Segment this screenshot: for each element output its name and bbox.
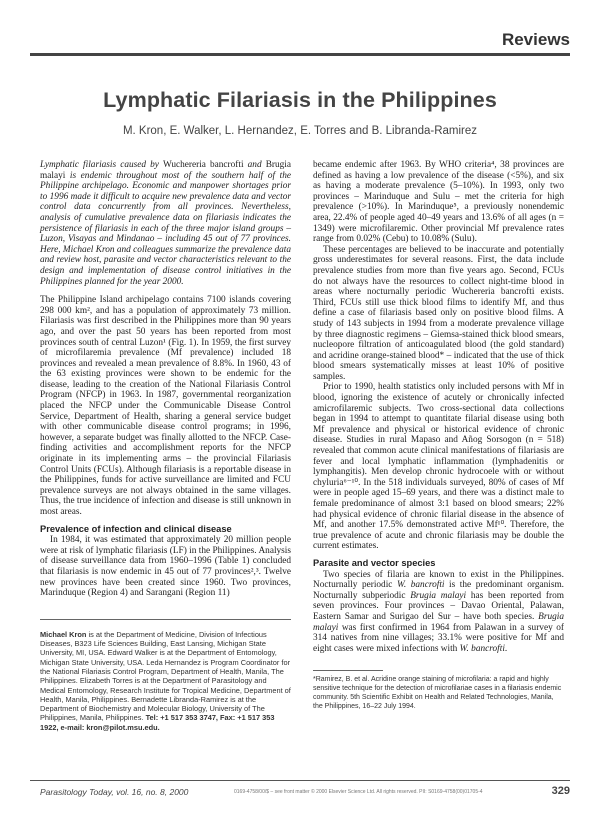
page-number: 329	[551, 785, 570, 797]
species-name: Brugia malayi	[40, 160, 291, 181]
journal-citation: Parasitology Today, vol. 16, no. 8, 2000	[40, 787, 189, 797]
footnote: *Ramirez, B. et al. Acridine orange staining of microfilaria: a rapid and highly sensitive technique for the detection of microfilariae cases in a filariasis endemic community. 5th Scientific Exhibit on Health and Related Technologies, Manila, the Philippines, 16–22 July 1994.	[313, 676, 562, 711]
section-heading: Parasite and vector species	[313, 557, 436, 568]
footnote-rule	[313, 670, 383, 671]
body-paragraph: These percentages are believed to be inaccurate and potentially gross underestimates for several reasons. First, the data include prevalence studies from more than five years ago. Second, FCUs do not always have the resources to collect night-time blood in areas where nocturnally periodic Wuchereria bancrofti exists. Third, FCUs still use thick blood films to identify Mf, and thus define a case of filariasis based only on positive blood films. A study of 143 subjects in 1994 from a moderate prevalence village by three diagnostic regimens – Giemsa-stained thick blood smears, nucleopore filtration of anticoagulated blood (the gold standard) and acridine orange-stained blood* – indicated that the use of thick blood smears systematically misses at least 10% of positive samples.	[313, 244, 564, 382]
body-paragraph: became endemic after 1963. By WHO criteria⁴, 38 provinces are defined as having a low prevalence of the disease (<5%), and six as having a moderate prevalence (5–10%). In 1993, only two provinces – Marinduque and Sulu – met the criteria for high prevalence (>10%). In Marinduque⁵, a previously nonendemic area, 22.4% of people aged 40–49 years and 13.6% of all ages (n = 1349) were microfilaremic. Other provincial Mf prevalence rates range from 0.02% (Cebu) to 10.08% (Sulu).	[313, 160, 564, 245]
left-column	[40, 160, 291, 732]
right-column	[313, 160, 564, 711]
body-paragraph: The Philippine Island archipelago contains 7100 islands covering 298 000 km², and has a population of approximately 73 million. Filariasis was first described in the Philippines more than 90 years ago, and over the past 50 years has been reported from most provinces south of central Luzon¹ (Fig. 1). In 1959, the first survey of microfilaremia prevalence (Mf prevalence) included 18 provinces and revealed a mean prevalence of 8.8%. In 1960, 43 of the 63 existing provinces were shown to be endemic for the disease, leading to the creation of the National Filariasis Control Program (NFCP) in 1963. In 1987, governmental reorganization placed the NFCP under the Communicable Disease Control Service, Department of Health, sharing a general service budget with other communicable disease control programs; in 1996, however, a separate budget was finally allotted to the NFCP. Case-finding activities and accomplishment reports for the NFCP originate in its implementing arms – the provincial Filariasis Control Units (FCUs). Although filariasis is a reportable disease in the Philippines, funds for active surveillance are limited and FCU prevalence surveys are not always obtained in the same villages. Thus, the true incidence of infection and disease is still unknown in most areas.	[40, 295, 291, 517]
footer-rule	[30, 780, 570, 781]
body-paragraph: Prior to 1990, health statistics only included persons with Mf in blood, ignoring the existence of acutely or chronically infected amicrofilaremic subjects. Two cross-sectional data collections began in 1994 to attempt to quantitate filarial disease using both Mf prevalence and physical or historical evidence of chronic disease. Studies in rural Mapaso and Añog Sorsogon (n = 518) revealed that common acute clinical manifestations of filariasis are fever and local lymphatic inflammation (lymphadenitis or lymphangitis). Men develop chronic hydrocoele with or without chyluria⁶⁻¹⁰. In the 518 individuals surveyed, 80% of cases of Mf were in people aged 15–69 years, and there was a distinct male to female predominance of almost 3:1 based on blood smears; 22% had physical evidence of chronic filarial disease in the absence of Mf, and another 17.5% demonstrated active Mf¹⁰. Therefore, the true prevalence of acute and chronic filariasis may be double the current estimates.	[313, 382, 564, 552]
affiliation-rule	[40, 619, 291, 620]
abstract: Lymphatic filariasis caused by Wuchereria bancrofti and Brugia malayi is endemic throughout most of the southern half of the Philippine archipelago. Economic and manpower shortages prior to 1996 made it difficult to acquire new prevalence data and vector control data concurrently from all provinces. Nevertheless, analysis of cumulative prevalence data on filariasis indicates the persistence of filariasis in each of the three major island groups – Luzon, Visayas and Mindanao – including 45 out of 77 provinces. Here, Michael Kron and colleagues summarize the prevalence data and review host, parasite and vector characteristics relevant to the design and implementation of disease control initiatives in the Philippines planned for the year 2000.	[40, 160, 291, 287]
article-title: Lymphatic Filariasis in the Philippines	[103, 88, 497, 112]
header-rule	[30, 53, 570, 56]
copyright-line: 0169-4758/00/$ – see front matter © 2000 Elsevier Science Ltd. All rights reserved. PII: S0169-4758(00)01705-4	[234, 789, 483, 795]
contact-info: Tel: +1 517 353 3747, Fax: +1 517 353 1922, e-mail: kron@pilot.msu.edu.	[40, 713, 275, 732]
body-paragraph: Two species of filaria are known to exist in the Philippines. Nocturnally periodic W. bancrofti is the predominant organism. Nocturnally subperiodic Brugia malayi has been reported from seven provinces. Four provinces – Davao Oriental, Palawan, Eastern Samar and Surigao del Sur – have both species. Brugia malayi was first confirmed in 1964 from Palawan in a survey of 314 natives from nine villages; 33.1% were positive for Mf and eight cases were mixed infections with W. bancrofti.	[313, 569, 565, 654]
body-paragraph: In 1984, it was estimated that approximately 20 million people were at risk of lymphatic filariasis (LF) in the Philippines. Analysis of disease surveillance data from 1960–1996 (Table 1) concluded that filariasis is now endemic in 45 out of 77 provinces²,³. Twelve new provinces have been created since 1960. Two provinces, Marinduque (Region 4) and Sarangani (Region 11)	[40, 535, 291, 599]
author-list: M. Kron, E. Walker, L. Hernandez, E. Torres and B. Libranda-Ramirez	[122, 125, 478, 137]
author-affiliations: Michael Kron is at the Department of Medicine, Division of Infectious Diseases, B323 Life Sciences Building, East Lansing, Michigan State University, MI, USA. Edward Walker is at the Department of Entomology, Michigan State University, USA. Leda Hernandez is Program Coordinator for the National Filariasis Control Program, Department of Health, Manila, The Philippines. Elizabeth Torres is at the Department of Parasitology and Medical Entomology, Research Institute for Tropical Medicine, Department of Health, Manila, Philippines. Bernadette Libranda-Ramirez is at the Department of Biochemistry and Molecular Biology, University of The Philippines, Manila, Philippines. Tel: +1 517 353 3747, Fax: +1 517 353 1922, e-mail: kron@pilot.msu.edu.	[40, 629, 291, 732]
section-label: Reviews	[501, 30, 570, 49]
section-heading: Prevalence of infection and clinical disease	[40, 523, 232, 534]
species-name: Wuchereria bancrofti	[162, 160, 244, 170]
